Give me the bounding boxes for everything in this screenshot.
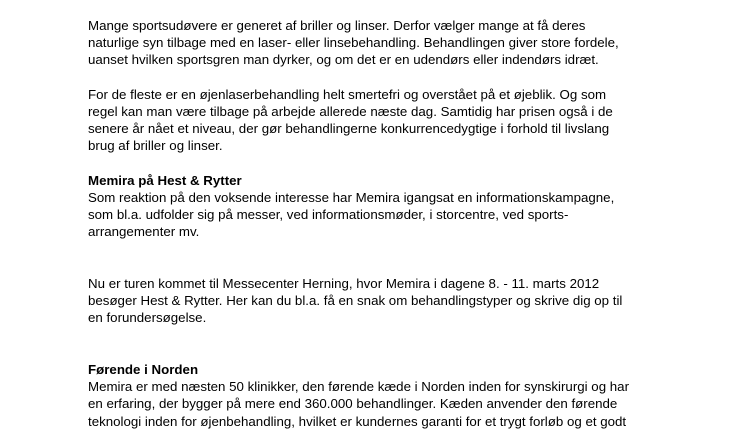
- text-line: Som reaktion på den voksende interesse har Memira igangsat en informationskampagne,: [88, 190, 615, 205]
- text-line: regel kan man være tilbage på arbejde allerede næste dag. Samtidig har prisen også i de: [88, 104, 613, 119]
- paragraph-spacer: [88, 155, 648, 172]
- text-line: uanset hvilken sportsgren man dyrker, og om det er en udendørs eller indendørs idræt.: [88, 52, 599, 68]
- leading-paragraph: [88, 378, 648, 430]
- text-line: en erfaring, der bygger på mere end 360.000 behandlinger. Kæden anvender den førende: [88, 396, 618, 412]
- heading-text: Førende i Norden: [88, 362, 199, 377]
- paragraph-spacer: [88, 327, 648, 361]
- text-line: som bl.a. udfolder sig på messer, ved informationsmøder, i storcentre, ved sports-: [88, 207, 569, 223]
- pain-free-paragraph: [88, 86, 648, 155]
- text-line: For de fleste er en øjenlaserbehandling helt smertefri og overstået på et øjeblik. Og som: [88, 86, 607, 102]
- text-line: Nu er turen kommet til Messecenter Herning, hvor Memira i dagene 8. - 11. marts 2012: [88, 276, 600, 291]
- heading-text: Memira på Hest & Rytter: [88, 172, 242, 188]
- section-heading-hest-rytter: [88, 172, 648, 189]
- campaign-paragraph: [88, 189, 648, 241]
- paragraph-spacer: [88, 69, 648, 86]
- document-page: [88, 17, 648, 430]
- text-line: brug af briller og linser.: [88, 138, 223, 154]
- section-heading-norden: [88, 361, 648, 378]
- text-line: Memira er med næsten 50 klinikker, den førende kæde i Norden inden for synskirurgi og har: [88, 379, 629, 395]
- text-line: Mange sportsudøvere er generet af briller og linser. Derfor vælger mange at få deres: [88, 18, 586, 33]
- text-line: en forundersøgelse.: [88, 310, 207, 326]
- intro-paragraph: [88, 17, 648, 69]
- event-paragraph: [88, 275, 648, 327]
- paragraph-spacer: [88, 241, 648, 275]
- text-line: arrangementer mv.: [88, 224, 200, 240]
- text-line: teknologi inden for øjenbehandling, hvilket er kundernes garanti for et trygt forløb og et godt: [88, 413, 627, 429]
- text-line: naturlige syn tilbage med en laser- eller linsebehandling. Behandlingen giver store fordele,: [88, 35, 619, 51]
- text-line: besøger Hest & Rytter. Her kan du bl.a. få en snak om behandlingstyper og skrive dig op til: [88, 293, 623, 309]
- text-line: senere år nået et niveau, der gør behandlingerne konkurrencedygtige i forhold til livslang: [88, 121, 610, 137]
